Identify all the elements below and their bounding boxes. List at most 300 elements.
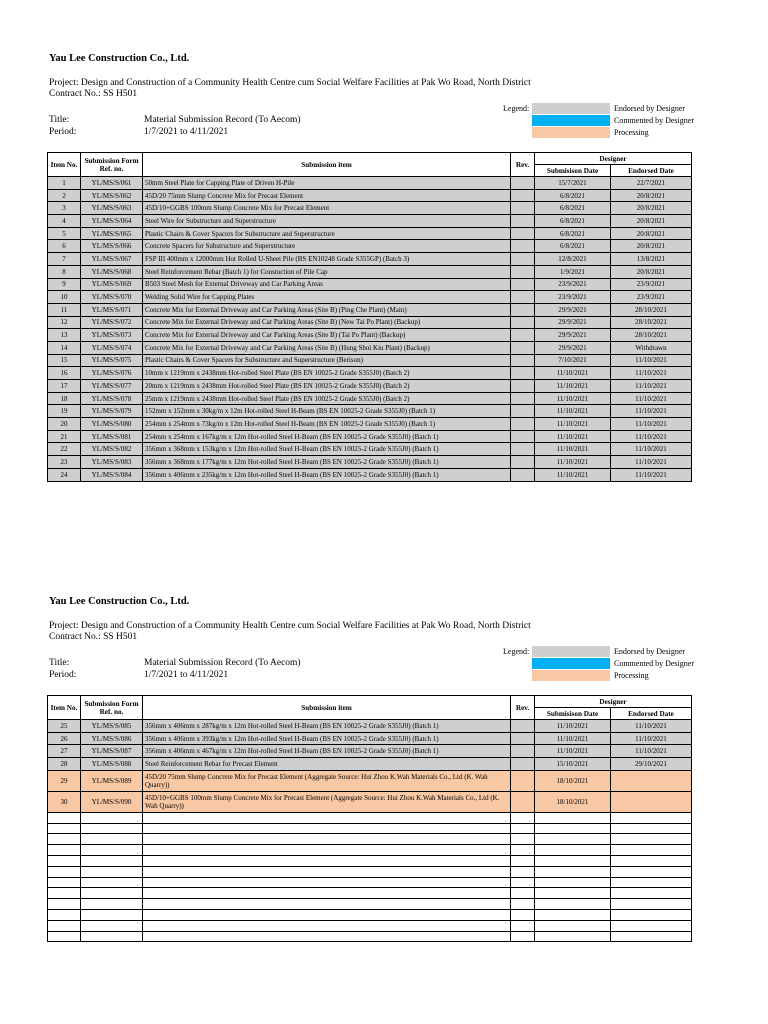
empty-row	[48, 909, 692, 920]
rev-cell	[511, 405, 535, 418]
submission-date-cell: 29/9/2021	[535, 341, 611, 354]
submission-item-cell: Plastic Chairs & Cover Spacers for Substructure and Superstructure (Berison)	[143, 354, 511, 367]
item-no-cell: 8	[48, 265, 81, 278]
rev-cell	[511, 303, 535, 316]
submission-date-cell: 29/9/2021	[535, 329, 611, 342]
submission-item-cell: 25mm x 1219mm x 2438mm Hot-rolled Steel Plate (BS EN 10025-2 Grade S355J0) (Batch 2)	[143, 392, 511, 405]
item-no-cell: 17	[48, 380, 81, 393]
form-ref-cell: YL/MS/S/082	[81, 443, 143, 456]
form-ref-cell: YL/MS/S/084	[81, 468, 143, 481]
rev-cell	[511, 291, 535, 304]
table-row	[48, 456, 692, 469]
empty-cell	[81, 845, 143, 856]
item-no-cell: 29	[48, 770, 81, 791]
empty-row	[48, 823, 692, 834]
empty-cell	[611, 909, 692, 920]
item-no-cell: 21	[48, 430, 81, 443]
empty-cell	[81, 834, 143, 845]
form-ref-cell: YL/MS/S/089	[81, 770, 143, 791]
legend-swatch-processing	[532, 670, 610, 681]
table-row	[48, 468, 692, 481]
endorsed-date-cell: 11/10/2021	[611, 732, 692, 745]
endorsed-date-cell: 11/10/2021	[611, 392, 692, 405]
rev-cell	[511, 341, 535, 354]
header-designer: Designer	[535, 153, 692, 165]
table-row	[48, 189, 692, 202]
header-designer: Designer	[535, 696, 692, 708]
empty-cell	[143, 845, 511, 856]
header-endorsed-date: Endorsed Date	[611, 165, 692, 177]
submission-date-cell: 11/10/2021	[535, 418, 611, 431]
contract-line: Contract No.: SS H501	[49, 632, 138, 642]
rev-cell	[511, 367, 535, 380]
rev-cell	[511, 265, 535, 278]
empty-cell	[535, 931, 611, 942]
item-no-cell: 2	[48, 189, 81, 202]
submission-item-cell: B503 Steel Mesh for External Driveway and Car Parking Areas	[143, 278, 511, 291]
endorsed-date-cell: 22/7/2021	[611, 177, 692, 190]
form-ref-cell: YL/MS/S/087	[81, 745, 143, 758]
submission-item-cell: 356mm x 406mm x 467kg/m x 12m Hot-rolled Steel H-Beam (BS EN 10025-2 Grade S355J0) (Batch 1)	[143, 745, 511, 758]
table-row	[48, 443, 692, 456]
item-no-cell: 4	[48, 215, 81, 228]
empty-cell	[81, 855, 143, 866]
legend-processing: Processing	[614, 671, 649, 680]
empty-cell	[81, 866, 143, 877]
submission-item-cell: 45D/20 75mm Slump Concrete Mix for Precast Element	[143, 189, 511, 202]
table-row	[48, 745, 692, 758]
table-row	[48, 227, 692, 240]
table-row	[48, 367, 692, 380]
submission-date-cell: 15/10/2021	[535, 758, 611, 771]
empty-cell	[81, 920, 143, 931]
empty-cell	[143, 909, 511, 920]
submission-date-cell: 23/9/2021	[535, 278, 611, 291]
empty-cell	[511, 931, 535, 942]
empty-cell	[48, 834, 81, 845]
submission-date-cell: 23/9/2021	[535, 291, 611, 304]
form-ref-cell: YL/MS/S/081	[81, 430, 143, 443]
table-row	[48, 202, 692, 215]
table-row	[48, 430, 692, 443]
item-no-cell: 13	[48, 329, 81, 342]
endorsed-date-cell: 28/10/2021	[611, 316, 692, 329]
empty-cell	[611, 812, 692, 823]
empty-cell	[48, 909, 81, 920]
submission-item-cell: Concrete Mix for External Driveway and Car Parking Areas (Site B) (Hung Shui Kiu Plant) (Backup)	[143, 341, 511, 354]
rev-cell	[511, 202, 535, 215]
header-submission-item: Submission item	[143, 153, 511, 177]
empty-cell	[511, 866, 535, 877]
empty-cell	[48, 899, 81, 910]
empty-cell	[535, 812, 611, 823]
contract-line: Contract No.: SS H501	[49, 89, 138, 99]
item-no-cell: 5	[48, 227, 81, 240]
empty-cell	[48, 877, 81, 888]
table-row	[48, 720, 692, 733]
rev-cell	[511, 468, 535, 481]
submission-item-cell: Concrete Mix for External Driveway and Car Parking Areas (Site B) (Ping Che Plant) (Main)	[143, 303, 511, 316]
form-ref-cell: YL/MS/S/063	[81, 202, 143, 215]
endorsed-date-cell: 11/10/2021	[611, 468, 692, 481]
legend-label: Legend:	[503, 104, 530, 113]
header-item-no: Item No.	[48, 153, 81, 177]
period-label: Period:	[49, 127, 77, 137]
table-row	[48, 265, 692, 278]
submission-date-cell: 7/10/2021	[535, 354, 611, 367]
table-row	[48, 791, 692, 812]
empty-cell	[143, 920, 511, 931]
empty-cell	[48, 931, 81, 942]
endorsed-date-cell	[611, 770, 692, 791]
empty-cell	[81, 823, 143, 834]
empty-cell	[81, 899, 143, 910]
submission-item-cell: 10mm x 1219mm x 2438mm Hot-rolled Steel Plate (BS EN 10025-2 Grade S355J0) (Batch 2)	[143, 367, 511, 380]
endorsed-date-cell: 11/10/2021	[611, 443, 692, 456]
item-no-cell: 7	[48, 253, 81, 266]
project-line: Project: Design and Construction of a Community Health Centre cum Social Welfare Facilities at Pak Wo Road, North District	[49, 621, 531, 631]
rev-cell	[511, 240, 535, 253]
legend-processing: Processing	[614, 128, 649, 137]
empty-cell	[511, 888, 535, 899]
form-ref-cell: YL/MS/S/086	[81, 732, 143, 745]
item-no-cell: 26	[48, 732, 81, 745]
empty-cell	[143, 812, 511, 823]
item-no-cell: 12	[48, 316, 81, 329]
item-no-cell: 30	[48, 791, 81, 812]
empty-cell	[535, 834, 611, 845]
submission-date-cell: 12/8/2021	[535, 253, 611, 266]
submission-item-cell: Welding Solid Wire for Capping Plates	[143, 291, 511, 304]
table-row	[48, 354, 692, 367]
endorsed-date-cell: 11/10/2021	[611, 418, 692, 431]
submission-item-cell: 356mm x 406mm x 287kg/m x 12m Hot-rolled Steel H-Beam (BS EN 10025-2 Grade S355J0) (Batch 1)	[143, 720, 511, 733]
legend-swatch-endorsed	[532, 646, 610, 657]
submission-date-cell: 29/9/2021	[535, 303, 611, 316]
table-row	[48, 380, 692, 393]
empty-cell	[48, 812, 81, 823]
form-ref-cell: YL/MS/S/068	[81, 265, 143, 278]
empty-cell	[143, 866, 511, 877]
legend-endorsed: Endorsed by Designer	[614, 104, 686, 113]
form-ref-cell: YL/MS/S/067	[81, 253, 143, 266]
item-no-cell: 16	[48, 367, 81, 380]
header-rev: Rev.	[511, 696, 535, 720]
submission-item-cell: Steel Reinforcement Rebar for Precast Element	[143, 758, 511, 771]
submission-table-2	[47, 695, 692, 942]
empty-row	[48, 888, 692, 899]
empty-cell	[81, 909, 143, 920]
submission-date-cell: 11/10/2021	[535, 367, 611, 380]
submission-item-cell: Steel Wire for Substructure and Superstructure	[143, 215, 511, 228]
empty-cell	[143, 931, 511, 942]
submission-date-cell: 6/8/2021	[535, 215, 611, 228]
empty-cell	[535, 899, 611, 910]
empty-cell	[48, 866, 81, 877]
empty-row	[48, 855, 692, 866]
submission-date-cell: 6/8/2021	[535, 227, 611, 240]
submission-item-cell: 254mm x 254mm x 167kg/m x 12m Hot-rolled Steel H-Beam (BS EN 10025-2 Grade S355J0) (Batch 1)	[143, 430, 511, 443]
submission-date-cell: 29/9/2021	[535, 316, 611, 329]
item-no-cell: 23	[48, 456, 81, 469]
empty-cell	[611, 866, 692, 877]
rev-cell	[511, 791, 535, 812]
title-value: Material Submission Record (To Aecom)	[144, 115, 301, 125]
endorsed-date-cell: 23/9/2021	[611, 278, 692, 291]
empty-cell	[535, 877, 611, 888]
empty-cell	[143, 823, 511, 834]
item-no-cell: 15	[48, 354, 81, 367]
empty-cell	[535, 855, 611, 866]
submission-item-cell: 356mm x 406mm x 393kg/m x 12m Hot-rolled Steel H-Beam (BS EN 10025-2 Grade S355J0) (Batch 1)	[143, 732, 511, 745]
form-ref-cell: YL/MS/S/071	[81, 303, 143, 316]
empty-cell	[535, 909, 611, 920]
form-ref-cell: YL/MS/S/061	[81, 177, 143, 190]
table-row	[48, 303, 692, 316]
empty-cell	[81, 888, 143, 899]
empty-cell	[511, 899, 535, 910]
empty-row	[48, 877, 692, 888]
submission-date-cell: 18/10/2021	[535, 770, 611, 791]
item-no-cell: 11	[48, 303, 81, 316]
form-ref-cell: YL/MS/S/062	[81, 189, 143, 202]
legend-commented: Commented by Designer	[614, 659, 694, 668]
header-submission-date: Submisison Date	[535, 165, 611, 177]
empty-cell	[81, 812, 143, 823]
submission-item-cell: 356mm x 406mm x 235kg/m x 12m Hot-rolled Steel H-Beam (BS EN 10025-2 Grade S355J0) (Batch 1)	[143, 468, 511, 481]
table-row	[48, 278, 692, 291]
legend-commented: Commented by Designer	[614, 116, 694, 125]
endorsed-date-cell: 29/10/2021	[611, 758, 692, 771]
rev-cell	[511, 329, 535, 342]
rev-cell	[511, 720, 535, 733]
empty-cell	[48, 823, 81, 834]
submission-date-cell: 11/10/2021	[535, 392, 611, 405]
submission-item-cell: Concrete Spacers for Substructure and Superstructure	[143, 240, 511, 253]
form-ref-cell: YL/MS/S/077	[81, 380, 143, 393]
rev-cell	[511, 177, 535, 190]
endorsed-date-cell: 11/10/2021	[611, 456, 692, 469]
item-no-cell: 19	[48, 405, 81, 418]
empty-cell	[611, 855, 692, 866]
submission-date-cell: 1/9/2021	[535, 265, 611, 278]
submission-item-cell: 356mm x 368mm x 177kg/m x 12m Hot-rolled Steel H-Beam (BS EN 10025-2 Grade S355J0) (Batch 1)	[143, 456, 511, 469]
submission-item-cell: 254mm x 254mm x 73kg/m x 12m Hot-rolled Steel H-Beam (BS EN 10025-2 Grade S355J0) (Batch 1)	[143, 418, 511, 431]
empty-cell	[511, 845, 535, 856]
empty-cell	[611, 877, 692, 888]
rev-cell	[511, 215, 535, 228]
submission-table-1	[47, 152, 692, 482]
submission-item-cell: Plastic Chairs & Cover Spacers for Substructure and Superstructure	[143, 227, 511, 240]
submission-date-cell: 11/10/2021	[535, 720, 611, 733]
item-no-cell: 6	[48, 240, 81, 253]
rev-cell	[511, 443, 535, 456]
form-ref-cell: YL/MS/S/078	[81, 392, 143, 405]
empty-cell	[48, 855, 81, 866]
submission-date-cell: 6/8/2021	[535, 202, 611, 215]
empty-cell	[511, 909, 535, 920]
empty-cell	[81, 877, 143, 888]
empty-cell	[511, 855, 535, 866]
form-ref-cell: YL/MS/S/083	[81, 456, 143, 469]
endorsed-date-cell: 20/8/2021	[611, 227, 692, 240]
form-ref-cell: YL/MS/S/090	[81, 791, 143, 812]
header-rev: Rev.	[511, 153, 535, 177]
item-no-cell: 18	[48, 392, 81, 405]
endorsed-date-cell: 11/10/2021	[611, 380, 692, 393]
endorsed-date-cell: 11/10/2021	[611, 720, 692, 733]
empty-cell	[48, 920, 81, 931]
period-label: Period:	[49, 670, 77, 680]
rev-cell	[511, 392, 535, 405]
empty-cell	[611, 931, 692, 942]
legend-swatch-commented	[532, 115, 610, 126]
empty-row	[48, 931, 692, 942]
rev-cell	[511, 316, 535, 329]
form-ref-cell: YL/MS/S/064	[81, 215, 143, 228]
project-line: Project: Design and Construction of a Community Health Centre cum Social Welfare Facilities at Pak Wo Road, North District	[49, 78, 531, 88]
table-row	[48, 758, 692, 771]
form-ref-cell: YL/MS/S/065	[81, 227, 143, 240]
form-ref-cell: YL/MS/S/073	[81, 329, 143, 342]
empty-cell	[511, 877, 535, 888]
form-ref-cell: YL/MS/S/079	[81, 405, 143, 418]
company-name: Yau Lee Construction Co., Ltd.	[49, 53, 190, 64]
item-no-cell: 24	[48, 468, 81, 481]
empty-cell	[48, 888, 81, 899]
submission-item-cell: 45D/20 75mm Slump Concrete Mix for Precast Element (Aggregate Source: Hui Zhou K.Wah Materials Co., Ltd (K. Wah Quarry))	[143, 770, 511, 791]
rev-cell	[511, 732, 535, 745]
empty-cell	[611, 920, 692, 931]
endorsed-date-cell: 11/10/2021	[611, 354, 692, 367]
endorsed-date-cell: 11/10/2021	[611, 430, 692, 443]
empty-cell	[535, 866, 611, 877]
rev-cell	[511, 456, 535, 469]
empty-cell	[143, 899, 511, 910]
legend-swatch-processing	[532, 127, 610, 138]
endorsed-date-cell: 11/10/2021	[611, 745, 692, 758]
table-row	[48, 177, 692, 190]
submission-date-cell: 11/10/2021	[535, 732, 611, 745]
endorsed-date-cell: 13/8/2021	[611, 253, 692, 266]
legend-swatch-commented	[532, 658, 610, 669]
form-ref-cell: YL/MS/S/085	[81, 720, 143, 733]
table-row	[48, 392, 692, 405]
table-row	[48, 418, 692, 431]
empty-cell	[535, 888, 611, 899]
rev-cell	[511, 354, 535, 367]
submission-item-cell: 152mm x 152mm x 30kg/m x 12m Hot-rolled Steel H-Beam (BS EN 10025-2 Grade S355J0) (Batch 1)	[143, 405, 511, 418]
form-ref-cell: YL/MS/S/076	[81, 367, 143, 380]
legend-swatch-endorsed	[532, 103, 610, 114]
table-row	[48, 329, 692, 342]
header-form-ref: Submission Form Ref. no.	[81, 696, 143, 720]
submission-date-cell: 11/10/2021	[535, 456, 611, 469]
empty-row	[48, 866, 692, 877]
empty-row	[48, 899, 692, 910]
empty-cell	[611, 834, 692, 845]
empty-cell	[611, 888, 692, 899]
submission-date-cell: 11/10/2021	[535, 405, 611, 418]
title-label: Title:	[49, 658, 70, 668]
rev-cell	[511, 189, 535, 202]
empty-cell	[511, 920, 535, 931]
table-row	[48, 240, 692, 253]
table-row	[48, 316, 692, 329]
form-ref-cell: YL/MS/S/066	[81, 240, 143, 253]
item-no-cell: 28	[48, 758, 81, 771]
empty-row	[48, 812, 692, 823]
rev-cell	[511, 430, 535, 443]
period-value: 1/7/2021 to 4/11/2021	[144, 670, 229, 680]
item-no-cell: 1	[48, 177, 81, 190]
form-ref-cell: YL/MS/S/074	[81, 341, 143, 354]
table-row	[48, 341, 692, 354]
submission-item-cell: 45D/10+GGBS 100mm Slump Concrete Mix for Precast Element (Aggregate Source: Hui Zhou K.Wah Materials Co., Ltd (K. Wah Quarry))	[143, 791, 511, 812]
empty-cell	[143, 888, 511, 899]
endorsed-date-cell: 20/8/2021	[611, 189, 692, 202]
item-no-cell: 22	[48, 443, 81, 456]
item-no-cell: 20	[48, 418, 81, 431]
empty-cell	[511, 823, 535, 834]
form-ref-cell: YL/MS/S/072	[81, 316, 143, 329]
submission-item-cell: Concrete Mix for External Driveway and Car Parking Areas (Site B) (New Tai Po Plant) (Backup)	[143, 316, 511, 329]
endorsed-date-cell: 20/8/2021	[611, 265, 692, 278]
item-no-cell: 10	[48, 291, 81, 304]
endorsed-date-cell: 20/8/2021	[611, 215, 692, 228]
item-no-cell: 3	[48, 202, 81, 215]
submission-item-cell: 50mm Steel Plate for Capping Plate of Driven H-Pile	[143, 177, 511, 190]
submission-date-cell: 11/10/2021	[535, 745, 611, 758]
endorsed-date-cell: 23/9/2021	[611, 291, 692, 304]
item-no-cell: 27	[48, 745, 81, 758]
rev-cell	[511, 758, 535, 771]
endorsed-date-cell: 11/10/2021	[611, 367, 692, 380]
form-ref-cell: YL/MS/S/088	[81, 758, 143, 771]
title-value: Material Submission Record (To Aecom)	[144, 658, 301, 668]
header-submission-date: Submisison Date	[535, 708, 611, 720]
submission-date-cell: 11/10/2021	[535, 468, 611, 481]
submission-item-cell: 356mm x 368mm x 153kg/m x 12m Hot-rolled Steel H-Beam (BS EN 10025-2 Grade S355J0) (Batch 1)	[143, 443, 511, 456]
empty-cell	[143, 834, 511, 845]
empty-row	[48, 920, 692, 931]
endorsed-date-cell: 11/10/2021	[611, 405, 692, 418]
endorsed-date-cell: Withdrawn	[611, 341, 692, 354]
empty-cell	[535, 920, 611, 931]
form-ref-cell: YL/MS/S/080	[81, 418, 143, 431]
endorsed-date-cell: 20/8/2021	[611, 240, 692, 253]
rev-cell	[511, 770, 535, 791]
header-submission-item: Submission item	[143, 696, 511, 720]
title-label: Title:	[49, 115, 70, 125]
empty-cell	[535, 845, 611, 856]
submission-item-cell: 45D/10+GGBS 100mm Slump Concrete Mix for Precast Element	[143, 202, 511, 215]
empty-cell	[611, 823, 692, 834]
table-row	[48, 405, 692, 418]
empty-cell	[81, 931, 143, 942]
rev-cell	[511, 745, 535, 758]
submission-date-cell: 11/10/2021	[535, 380, 611, 393]
form-ref-cell: YL/MS/S/069	[81, 278, 143, 291]
rev-cell	[511, 278, 535, 291]
legend-endorsed: Endorsed by Designer	[614, 647, 686, 656]
empty-cell	[143, 855, 511, 866]
empty-cell	[535, 823, 611, 834]
legend-label: Legend:	[503, 647, 530, 656]
form-ref-cell: YL/MS/S/070	[81, 291, 143, 304]
submission-date-cell: 15/7/2021	[535, 177, 611, 190]
table-row	[48, 732, 692, 745]
